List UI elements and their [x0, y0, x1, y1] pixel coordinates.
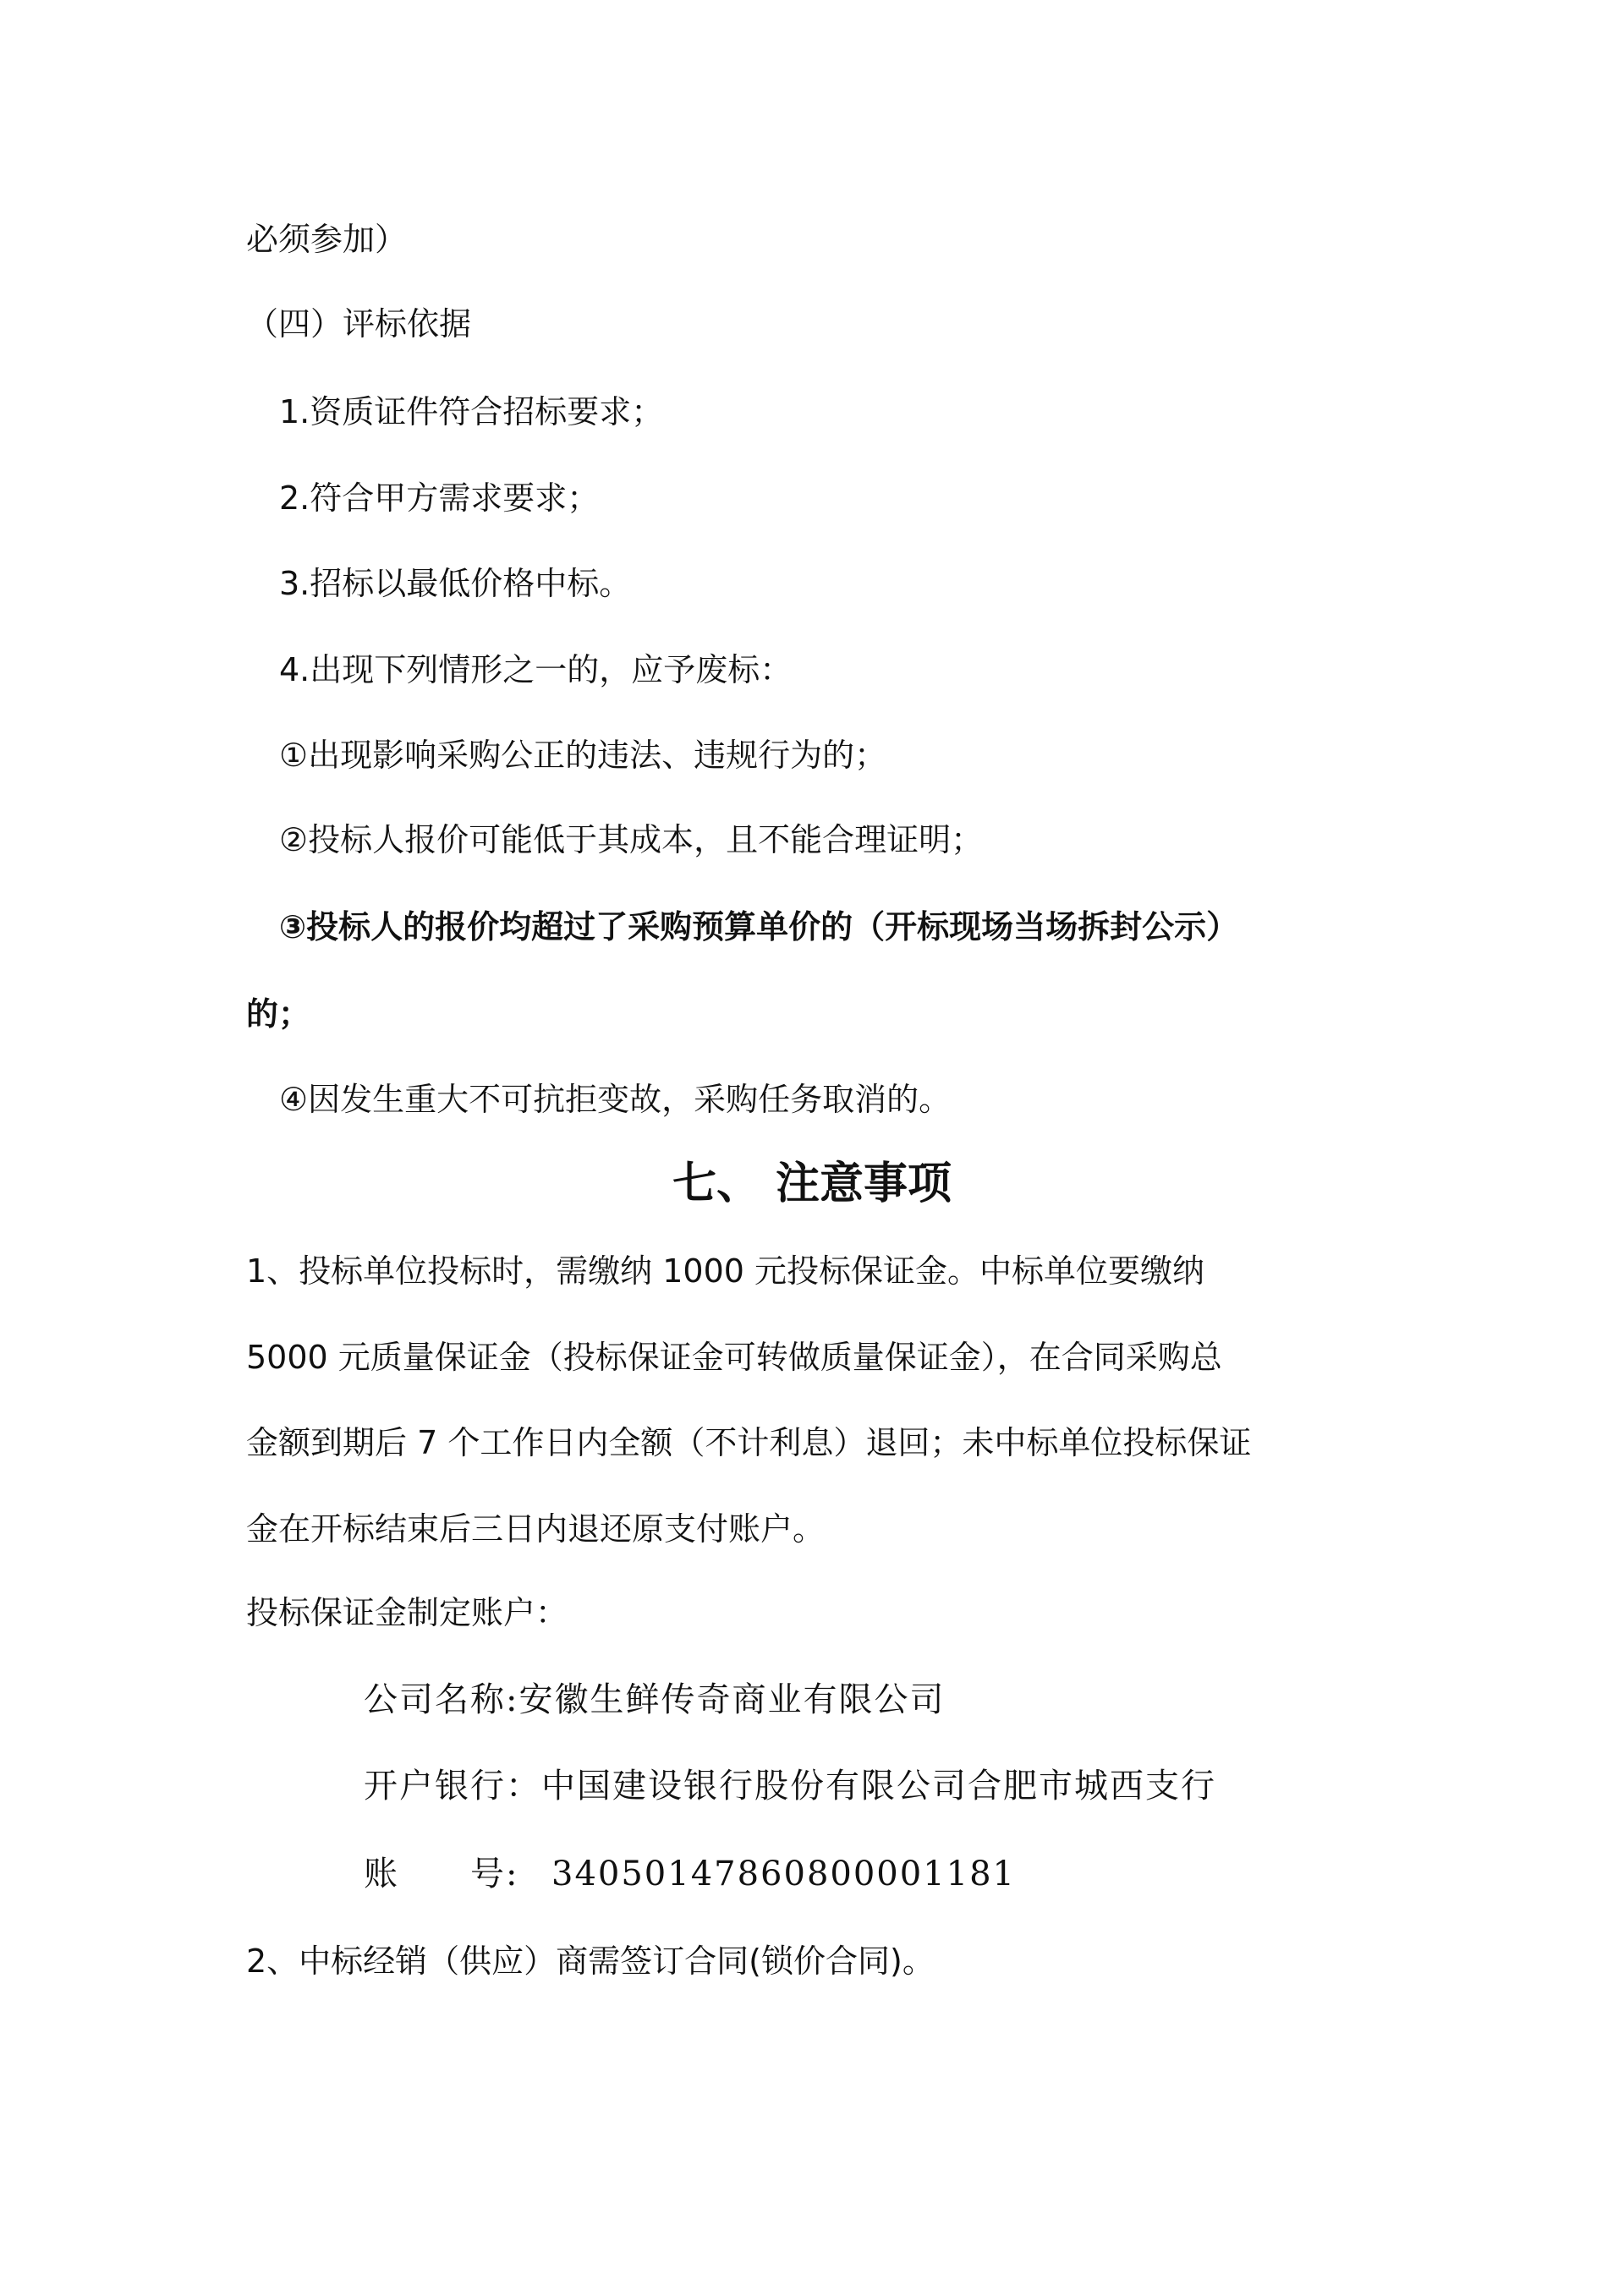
- subsection-title-evaluation-basis: （四）评标依据: [246, 305, 472, 342]
- invalid-bid-case-3-continuation: 的；: [246, 995, 311, 1033]
- criteria-item-4: 4.出现下列情形之一的，应予废标：: [279, 651, 793, 688]
- company-name-line: 公司名称:安徽生鲜传奇商业有限公司: [364, 1680, 946, 1719]
- account-number-label: 账 号:: [364, 1855, 519, 1893]
- criteria-item-2: 2.符合甲方需求要求；: [279, 479, 600, 517]
- notice-paragraph-1-line-2: 5000 元质量保证金（投标保证金可转做质量保证金），在合同采购总: [246, 1339, 1222, 1376]
- invalid-bid-case-2: ②投标人报价可能低于其成本，且不能合理证明；: [279, 821, 984, 858]
- account-number-value: 34050147860800001181: [551, 1855, 1016, 1893]
- account-number-line: [364, 1852, 1016, 1896]
- notice-paragraph-2: 2、中标经销（供应）商需签订合同(锁价合同)。: [246, 1943, 935, 1980]
- bank-name-line: 开户银行：中国建设银行股份有限公司合肥市城西支行: [364, 1767, 1216, 1806]
- notice-paragraph-1-line-4: 金在开标结束后三日内退还原支付账户。: [246, 1510, 826, 1548]
- deposit-account-title: 投标保证金制定账户：: [246, 1594, 568, 1631]
- text-line-continuation: 必须参加）: [246, 221, 408, 258]
- notice-paragraph-1-line-3: 金额到期后 7 个工作日内全额（不计利息）退回；未中标单位投标保证: [246, 1424, 1252, 1461]
- section-heading-notes: 七、 注意事项: [672, 1159, 952, 1209]
- invalid-bid-case-1: ①出现影响采购公正的违法、违规行为的；: [279, 737, 887, 774]
- invalid-bid-case-3: ③投标人的报价均超过了采购预算单价的（开标现场当场拆封公示）: [279, 908, 1239, 945]
- notice-paragraph-1-line-1: 1、投标单位投标时，需缴纳 1000 元投标保证金。中标单位要缴纳: [246, 1252, 1205, 1290]
- criteria-item-1: 1.资质证件符合招标要求；: [279, 393, 664, 430]
- invalid-bid-case-4: ④因发生重大不可抗拒变故，采购任务取消的。: [279, 1081, 952, 1118]
- criteria-item-3: 3.招标以最低价格中标。: [279, 565, 632, 602]
